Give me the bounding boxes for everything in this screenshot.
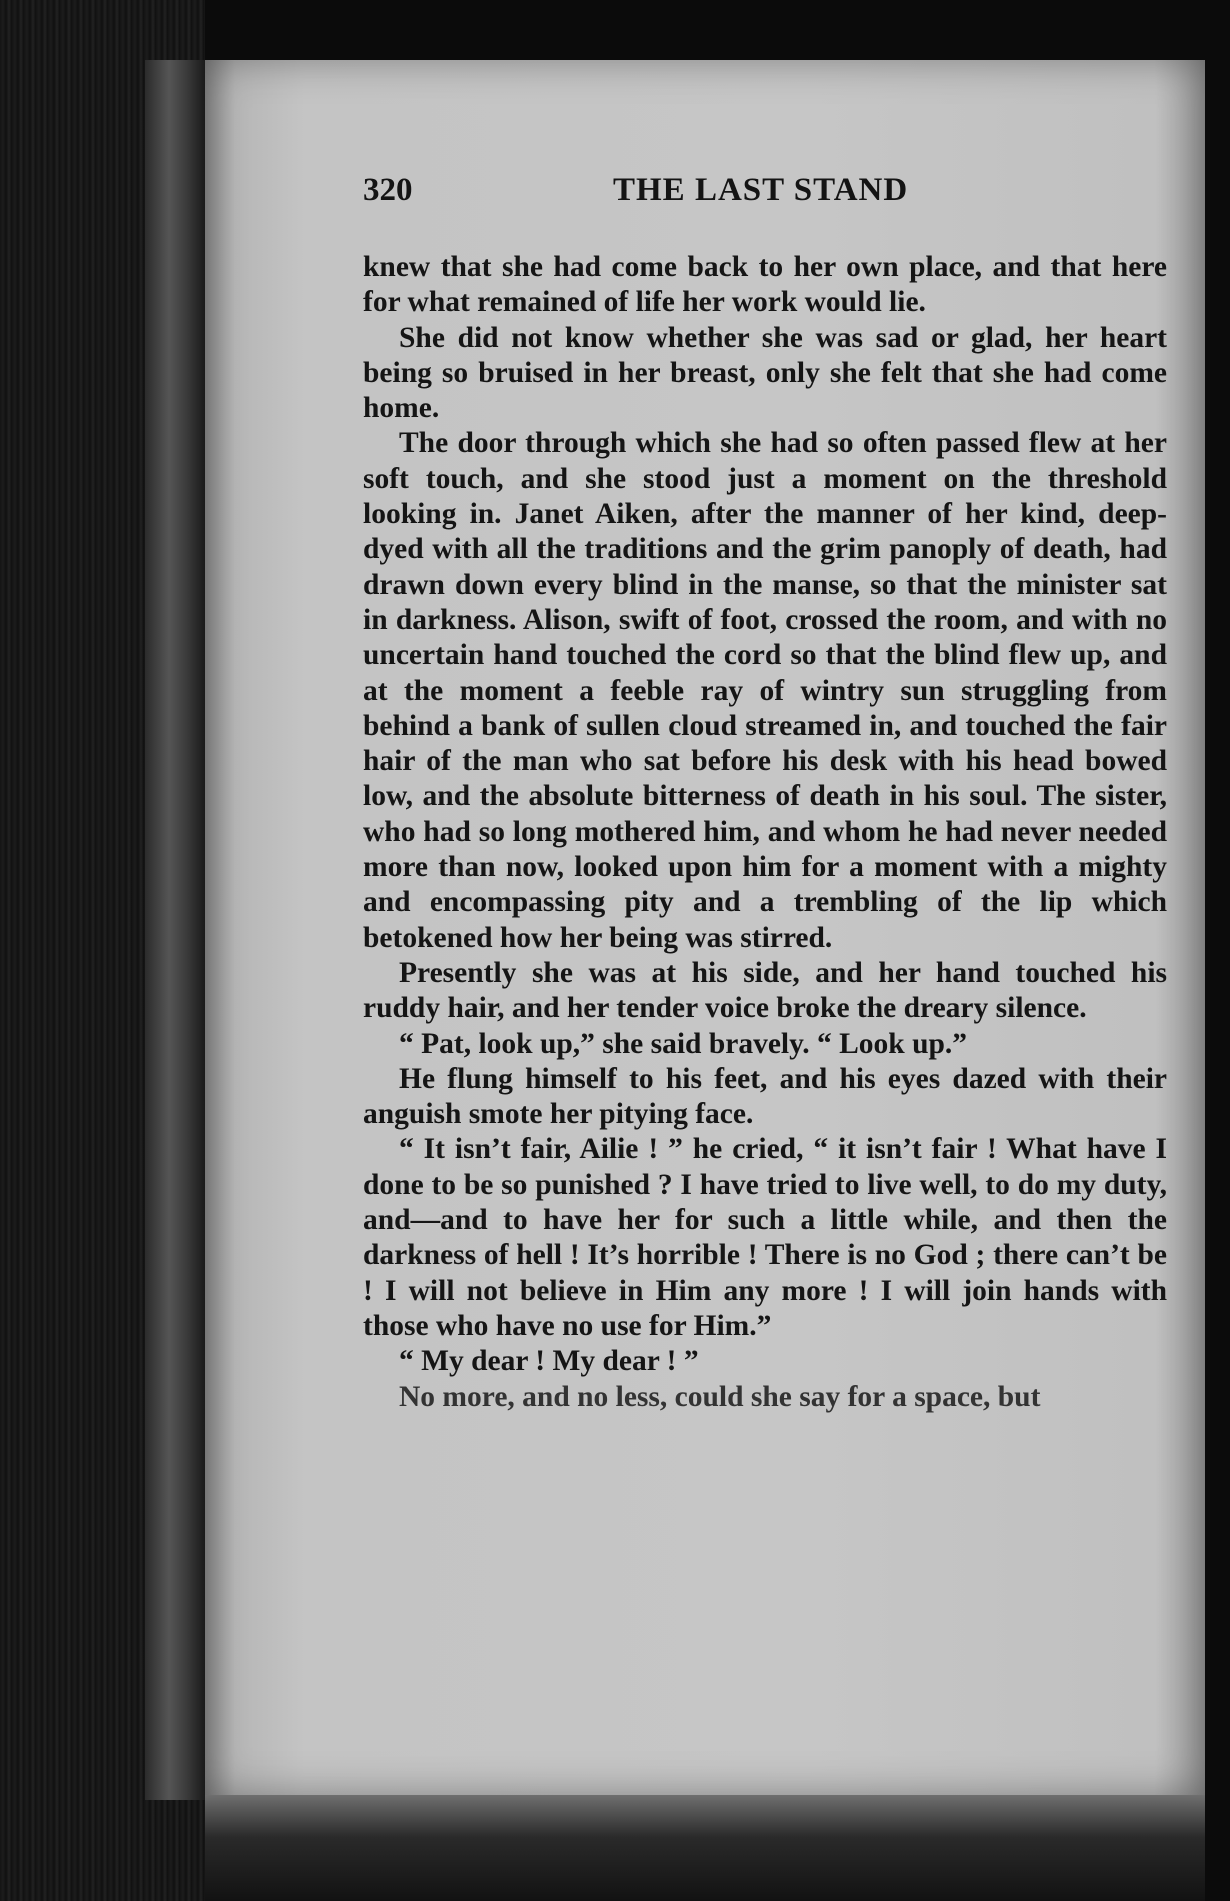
paragraph: The door through which she had so often passed flew at her soft touch, and she stood just a moment on the threshold looking in. Janet Aiken, after the manner of her kind, deep-dyed with all the traditions and the grim panoply of death, had drawn down every blind in the manse, so that the minister sat in darkness. Alison, swift of foot, crossed the room, and with no uncertain hand touched the cord so that the blind flew up, and at the moment a feeble ray of wintry sun struggling from behind a bank of sullen cloud streamed in, and touched the fair hair of the man who sat before his desk with his head bowed low, and the absolute bitterness of death in his soul. The sister, who had so long mothered him, and whom he had never needed more than now, looked upon him for a moment with a mighty and encompassing pity and a trembling of the lip which betokened how her being was stirred. [363, 427, 1167, 954]
paragraph: knew that she had come back to her own place, and that here for what remained of life her work would lie. [363, 251, 1167, 319]
paragraph: “ It isn’t fair, Ailie ! ” he cried, “ it isn’t fair ! What have I done to be so punished ? I have tried to live well, to do my duty, and—and to have her for such a little while, and then the darkness of hell ! It’s horrible ! There is no God ; there can’t be ! I will not believe in Him any more ! I will join hands with those who have no use for Him.” [363, 1133, 1167, 1342]
body-text [363, 250, 1167, 1415]
paragraph: No more, and no less, could she say for a space, but [399, 1380, 1041, 1413]
page-number: 320 [363, 172, 413, 208]
paragraph: “ Pat, look up,” she said bravely. “ Look up.” [399, 1027, 968, 1060]
paragraph: Presently she was at his side, and her hand touched his ruddy hair, and her tender voice broke the dreary silence. [363, 956, 1167, 1025]
page-edges [145, 60, 205, 1800]
running-head: THE LAST STAND [613, 172, 909, 208]
page-header [363, 172, 1173, 222]
paragraph: He flung himself to his feet, and his eyes dazed with their anguish smote her pitying face. [363, 1062, 1167, 1131]
paragraph: She did not know whether she was sad or glad, her heart being so bruised in her breast, only she felt that she had come home. [363, 321, 1167, 425]
page-bottom-shadow [205, 1795, 1205, 1901]
paragraph: “ My dear ! My dear ! ” [399, 1345, 699, 1378]
